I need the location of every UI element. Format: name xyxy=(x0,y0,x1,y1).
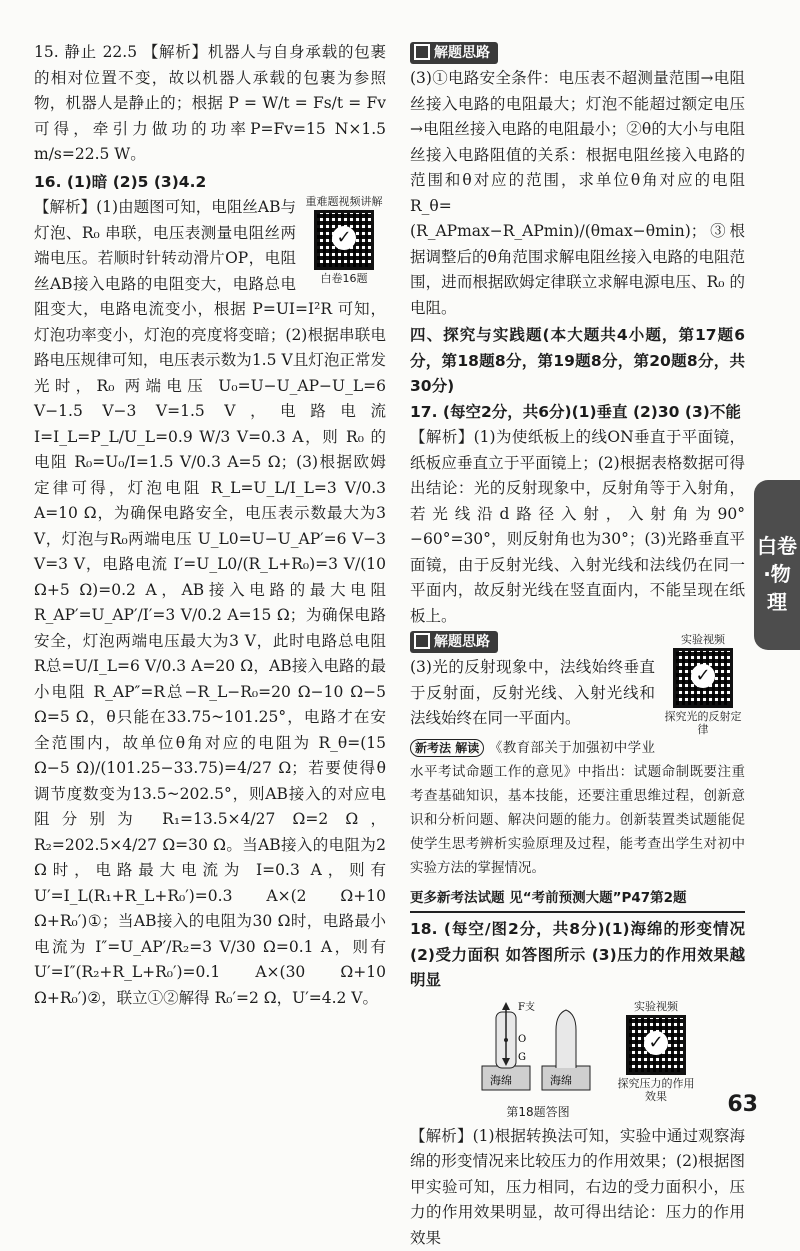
question-18-analysis: 【解析】(1)根据转换法可知，实验中通过观察海绵的形变情况来比较压力的作用效果；(2)根据图甲实验可知，压力相同，右边的受力面积小，压力的作用效果明显，故可得出结论：压力的作用效果 xyxy=(410,1124,745,1251)
qr-caption-top: 实验视频 xyxy=(614,1000,698,1013)
pencil-icon xyxy=(414,633,430,649)
subject-side-tab: 白卷·物理 xyxy=(754,480,800,650)
new-method-badge: 新考法 解读 xyxy=(410,739,484,757)
qr-caption-top: 实验视频 xyxy=(661,633,745,646)
figure-18 xyxy=(480,1000,745,1118)
qr-code-icon[interactable]: ✓ xyxy=(673,648,733,708)
qr-block-16 xyxy=(302,195,386,285)
figure-caption: 第18题答图 xyxy=(480,1100,596,1126)
pencil-icon xyxy=(414,44,430,60)
think-body: (3)①电路安全条件：电压表不超测量范围→电阻丝接入电路的电阻最大；灯泡不能超过额定电压→电阻丝接入电路的电阻最小；②θ的大小与电阻丝接入电路阻值的关系：根据电阻丝接入电路的范围和θ对应的范围，求单位θ角对应的电阻 R_θ=(R_APmax−R_APmin)/(θmax−θmin)；③根据调整后的θ角范围求解电阻丝接入电路的电阻范围，进而根据欧姆定律联立求解电源电压、R₀ 的电阻。 xyxy=(410,66,745,321)
sponge-left-label: 海绵 xyxy=(490,1073,512,1087)
more-questions-link[interactable]: 更多新考法试题 见“考前预测大题”P47第2题 xyxy=(410,886,745,914)
think-body: (3)光的反射现象中，法线始终垂直于反射面，反射光线、入射光线和法线始终在同一平面内。 xyxy=(410,655,745,732)
qr-block-17 xyxy=(661,633,745,736)
question-17-answer: 17. (每空2分，共6分)(1)垂直 (2)30 (3)不能 xyxy=(410,400,745,426)
qr-caption-bottom: 白卷16题 xyxy=(302,272,386,285)
qr-caption-bottom: 探究光的反射定律 xyxy=(661,710,745,736)
qr-block-18 xyxy=(614,1000,698,1103)
section-four-title: 四、探究与实践题(本大题共4小题，第17题6分，第18题8分，第19题8分，第20题8分，共30分) xyxy=(410,323,745,400)
question-16-answer: 16. (1)暗 (2)5 (3)4.2 xyxy=(34,170,386,196)
right-column xyxy=(410,40,745,1251)
sponge-right-label: 海绵 xyxy=(550,1073,572,1087)
qr-caption-bottom: 探究压力的作用效果 xyxy=(614,1077,698,1103)
new-method-note: 新考法 解读 《教育部关于加强初中学业水平考试命题工作的意见》中指出：试题命制既要注重考查基础知识，基本技能，还要注重思维过程，创新意识和分析问题、解决问题的能力。创新装置类试题能促使学生思考辨析实验原理及过程，能考查出学生对初中实验方法的掌握情况。 xyxy=(410,736,745,880)
force-label: F支 xyxy=(518,1000,535,1013)
qr-caption-top: 重难题视频讲解 xyxy=(302,195,386,208)
question-18-answer: 18. (每空/图2分，共8分)(1)海绵的形变情况 (2)受力面积 如答图所示 (3)压力的作用效果越明显 xyxy=(410,917,745,994)
left-column xyxy=(34,40,386,1011)
page-number: 63 xyxy=(727,1092,758,1117)
qr-code-icon[interactable]: ✓ xyxy=(314,210,374,270)
question-16-analysis: 【解析】(1)由题图可知，电阻丝AB与灯泡、R₀ 串联，电压表测量电阻丝两端电压。若顺时针转动滑片OP，电阻丝AB接入电路的电阻变大，电路总电阻变大，电路电流变小，根据 P=UI=I²R 可知，灯泡功率变小，灯泡的亮度将变暗；(2)根据串联电路电压规律可知，电压表示数为1.5 V且灯泡正常发光时，R₀ 两端电压 U₀=U−U_AP−U_L=6 V−1.5 V−3 V=1.5 V，电路电流 I=I_L=P_L/U_L=0.9 W/3 V=0.3 A，则 R₀ 的电阻 R₀=U₀/I=1.5 V/0.3 A=5 Ω；(3)根据欧姆定律可得，灯泡电阻 R_L=U_L/I_L=3 V/0.3 A=10 Ω，为确保电路安全，电压表示数最大为3 V，灯泡与R₀两端电压 U_L0=U−U_AP′=6 V−3 V=3 V，电路电流 I′=U_L0/(R_L+R₀)=3 V/(10 Ω+5 Ω)=0.2 A，AB接入电路的最大电阻 R_AP′=U_AP′/I′=3 V/0.2 A=15 Ω；为确保电路安全，灯泡两端电压最大为3 V，此时电路总电阻 R总=U/I_L=6 V/0.3 A=20 Ω，AB接入电路的最小电阻 R_AP″=R总−R_L−R₀=20 Ω−10 Ω−5 Ω=5 Ω，θ只能在33.75~101.25°，电路才在安全范围内，故单位θ角对应的电阻为 R_θ=(15 Ω−5 Ω)/(101.25−33.75)=4/27 Ω；若要使得θ调节度数变为13.5~202.5°，则AB接入的对应电阻分别为 R₁=13.5×4/27 Ω=2 Ω，R₂=202.5×4/27 Ω=30 Ω。当AB接入的电阻为2 Ω时，电路最大电流为 I=0.3 A，则有 U′=I_L(R₁+R_L+R₀′)=0.3 A×(2 Ω+10 Ω+R₀′)①；当AB接入的电阻为30 Ω时，电路最小电流为 I″=U_AP′/R₂=3 V/30 Ω=0.1 A，则有 U′=I″(R₂+R_L+R₀′)=0.1 A×(30 Ω+10 Ω+R₀′)②，联立①②解得 R₀′=2 Ω，U′=4.2 V。 xyxy=(34,195,386,1011)
center-label: O xyxy=(518,1034,526,1045)
think-label: 解题思路 xyxy=(410,42,498,64)
gravity-label: G xyxy=(518,1052,526,1063)
question-17-analysis: 【解析】(1)为使纸板上的线ON垂直于平面镜，纸板应垂直立于平面镜上；(2)根据表格数据可得出结论：光的反射现象中，反射角等于入射角，若光线沿d路径入射，入射角为90°−60°=30°，则反射角也为30°；(3)光路垂直平面镜，由于反射光线、入射光线和法线仍在同一平面内，故反射光线在竖直面内，不能呈现在纸板上。 xyxy=(410,425,745,629)
think-label: 解题思路 xyxy=(410,631,498,653)
question-15: 15. 静止 22.5 【解析】机器人与自身承载的包裹的相对位置不变，故以机器人承载的包裹为参照物，机器人是静止的；根据 P = W/t = Fs/t = Fv 可得，牵引力做功的功率P=Fv=15 N×1.5 m/s=22.5 W。 xyxy=(34,40,386,168)
qr-code-icon[interactable]: ✓ xyxy=(626,1015,686,1075)
bottle-sponge-diagram xyxy=(480,1000,596,1100)
